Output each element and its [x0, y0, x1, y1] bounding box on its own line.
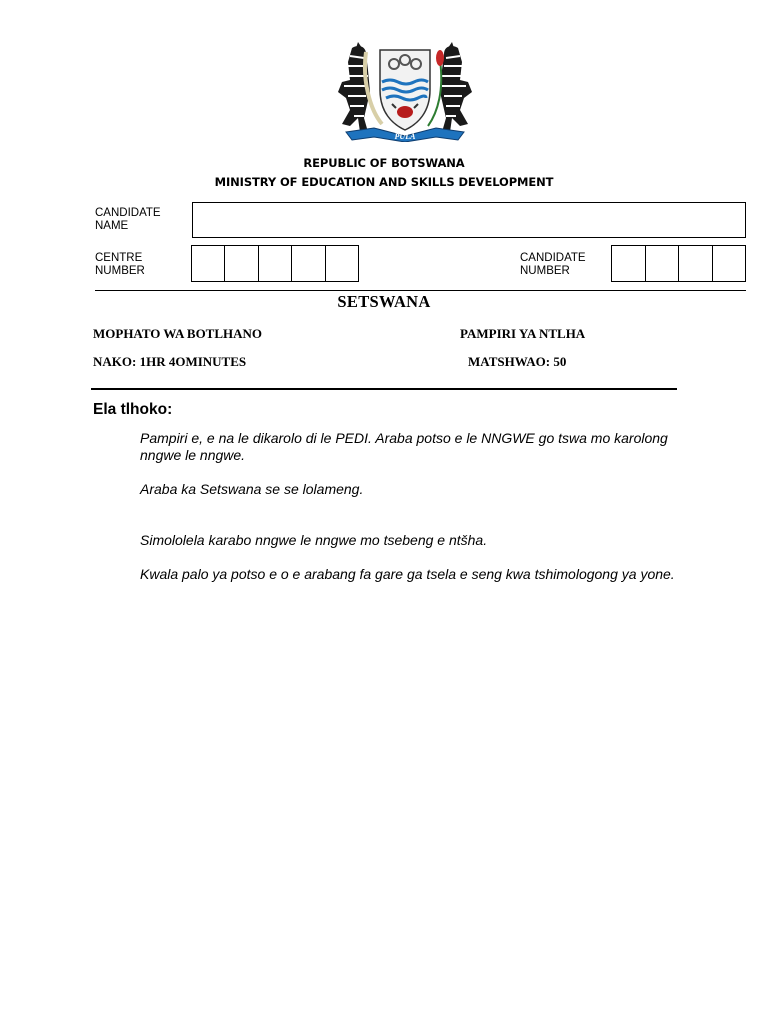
instruction-item: Simololela karabo nngwe le nngwe mo tsebeng e ntšha.	[140, 532, 488, 548]
grade-label: MOPHATO WA BOTLHANO	[93, 326, 263, 341]
time-label: NAKO: 1HR 4OMINUTES	[93, 354, 247, 369]
country-heading: REPUBLIC OF BOTSWANA	[303, 156, 465, 170]
marks-label: MATSHWAO: 50	[468, 354, 567, 369]
shield	[380, 50, 430, 130]
candidate-number-box[interactable]	[646, 246, 680, 281]
centre-number-boxes[interactable]	[191, 245, 359, 282]
candidate-number-box[interactable]	[713, 246, 746, 281]
candidate-name-field[interactable]	[192, 202, 746, 238]
ministry-heading: MINISTRY OF EDUCATION AND SKILLS DEVELOPMENT	[214, 175, 554, 189]
centre-number-label: CENTRE NUMBER	[95, 252, 145, 277]
subject-title: SETSWANA	[337, 292, 431, 311]
instruction-item: Kwala palo ya potso e o e arabang fa gare ga tsela e seng kwa tshimologong ya yone.	[140, 566, 675, 582]
centre-number-box[interactable]	[326, 246, 358, 281]
centre-number-box[interactable]	[192, 246, 225, 281]
divider	[95, 290, 746, 291]
divider	[91, 388, 677, 390]
centre-number-box[interactable]	[259, 246, 292, 281]
paper-label: PAMPIRI YA NTLHA	[460, 326, 586, 341]
right-zebra	[440, 42, 472, 132]
instruction-item: Araba ka Setswana se se lolameng.	[140, 481, 364, 497]
motto-text: PULA	[394, 132, 416, 141]
candidate-number-boxes[interactable]	[611, 245, 746, 282]
candidate-number-box[interactable]	[612, 246, 646, 281]
centre-number-box[interactable]	[292, 246, 325, 281]
coat-of-arms-logo	[330, 40, 480, 142]
centre-number-box[interactable]	[225, 246, 258, 281]
candidate-name-label: CANDIDATE NAME	[95, 207, 161, 232]
instructions-heading: Ela tlhoko:	[93, 401, 173, 418]
candidate-number-box[interactable]	[679, 246, 713, 281]
instruction-item: Pampiri e, e na le dikarolo di le PEDI. Araba potso e le NNGWE go tswa mo karolong nngwe le nngwe.	[140, 430, 668, 463]
candidate-number-label: CANDIDATE NUMBER	[520, 252, 586, 277]
